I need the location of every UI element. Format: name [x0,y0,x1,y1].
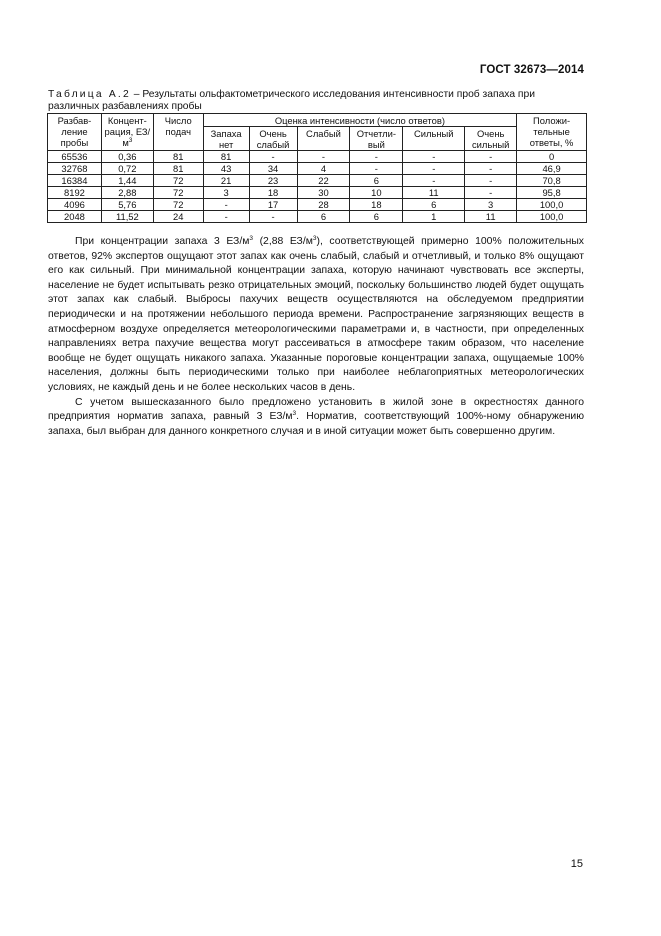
table-row [48,163,587,175]
table-cell: 72 [153,187,203,199]
table-cell: 72 [153,175,203,187]
table-cell: - [403,163,465,175]
table-cell: 32768 [48,163,102,175]
table-caption-text: – Результаты ольфактометрического исследования интенсивности проб запаха при различных разбавлениях пробы [48,89,535,112]
paragraph-text: (2,88 ЕЗ/м [253,236,313,247]
superscript: 3 [292,410,297,418]
body-text [48,235,584,439]
table-cell: 30 [297,187,350,199]
table-cell: 72 [153,199,203,211]
table-cell: - [249,151,297,163]
table-cell: - [350,151,403,163]
paragraph-text: ), соответствующей примерно 100% положительных ответов, 92% экспертов ощущают этот запах как очень слабый, слабый и отчетливый, и только 8% ощущают его как сильный. При минимальной концентрации запаха, которую начинают чувствовать все эксперты, население не будет испытывать резко отрицательных эмоций, поскольку большинство людей будет ощущать этот запах как слабый. Выбросы пахучих веществ осуществляются на обследуемом предприятии периодически и на протяжении небольшого периода времени. Распространение загрязняющих веществ в атмосферном воздухе определяется метеорологическими параметрами и, в частности, при определенных направлениях ветра пахучие вещества могут рассеиваться в атмосфере таким образом, что население вообще не будет ощущать никакого запаха. Указанные пороговые концентрации запаха, ощущаемые 100% населения, должны быть периодическими только при наиболее неблагоприятных метеорологических условиях, не каждый день и не более нескольких часов в день. [48,236,584,393]
table-cell: 1 [403,211,465,223]
table-cell: 0 [517,151,587,163]
paragraph-text: С учетом вышесказанного было предложено установить в жилой зоне в окрестностях данного предприятия норматив запаха, равный 3 ЕЗ/м [48,396,584,423]
table-row [48,151,587,163]
table-cell: - [403,151,465,163]
table-cell: 8192 [48,187,102,199]
table-cell: 11 [403,187,465,199]
table-cell: 81 [153,163,203,175]
table-cell: 28 [297,199,350,211]
table-cell: 2,88 [101,187,153,199]
table-cell: 10 [350,187,403,199]
page-number: 15 [570,858,583,870]
superscript: 3 [249,235,253,242]
header-very-strong: Очень сильный [465,127,517,151]
table-cell: - [297,151,350,163]
table-cell: 4096 [48,199,102,211]
table-cell: 6 [350,211,403,223]
table-cell: - [403,175,465,187]
header-concentration-sup: 3 [128,137,133,144]
header-no-odor: Запаха нет [203,127,249,151]
table-cell: 22 [297,175,350,187]
paragraph-text: . Норматив, соответствующий 100%-ному обнаружению запаха, был выбран для данного конкретного случая и в иной ситуации может быть совершенно другим. [48,411,584,437]
table-cell: 100,0 [517,199,587,211]
table-cell: 17 [249,199,297,211]
table-cell: 11,52 [101,211,153,223]
header-concentration-text: Концент-рация, ЕЗ/м [104,115,151,148]
header-weak: Слабый [297,127,350,151]
table-cell: 43 [203,163,249,175]
table-cell: - [465,187,517,199]
table-cell: 70,8 [517,175,587,187]
table-row [48,199,587,211]
superscript: 3 [312,235,317,242]
table-cell: 1,44 [101,175,153,187]
table-cell: - [465,163,517,175]
table-cell: - [465,175,517,187]
table-cell: 3 [465,199,517,211]
paragraph-text: При концентрации запаха 3 ЕЗ/м [75,236,250,247]
table-cell: 6 [403,199,465,211]
table-cell: 3 [203,187,249,199]
table-cell: 46,9 [517,163,587,175]
table-caption [48,89,588,113]
header-positive-answers: Положи-тельные ответы, % [517,114,587,151]
header-distinct: Отчетли-вый [350,127,403,151]
table-cell: - [465,151,517,163]
header-very-weak: Очень слабый [249,127,297,151]
table-cell: 65536 [48,151,102,163]
table-cell: 0,72 [101,163,153,175]
table-cell: 6 [297,211,350,223]
header-dilution: Разбав-ление пробы [48,114,102,151]
table-cell: 81 [203,151,249,163]
table-cell: 24 [153,211,203,223]
paragraph-norm [48,396,584,440]
paragraph-concentration [48,235,584,396]
table-row [48,175,587,187]
document-number: ГОСТ 32673—2014 [479,64,584,76]
table-caption-label: Таблица А.2 [48,89,131,100]
table-cell: 95,8 [517,187,587,199]
table-row [48,187,587,199]
header-presentations: Число подач [153,114,203,151]
table-cell: 6 [350,175,403,187]
header-strong: Сильный [403,127,465,151]
table-cell: 18 [350,199,403,211]
table-cell: - [203,211,249,223]
table-cell: 0,36 [101,151,153,163]
table-cell: 21 [203,175,249,187]
results-table [47,113,587,223]
table-cell: 34 [249,163,297,175]
table-cell: 18 [249,187,297,199]
table-cell: 4 [297,163,350,175]
header-concentration [101,114,153,151]
table-cell: - [203,199,249,211]
table-cell: 23 [249,175,297,187]
table-cell: 81 [153,151,203,163]
table-cell: - [249,211,297,223]
table-cell: - [350,163,403,175]
table-cell: 11 [465,211,517,223]
table-row [48,211,587,223]
header-intensity-group: Оценка интенсивности (число ответов) [203,114,516,127]
table-cell: 16384 [48,175,102,187]
table-cell: 2048 [48,211,102,223]
table-cell: 100,0 [517,211,587,223]
table-cell: 5,76 [101,199,153,211]
